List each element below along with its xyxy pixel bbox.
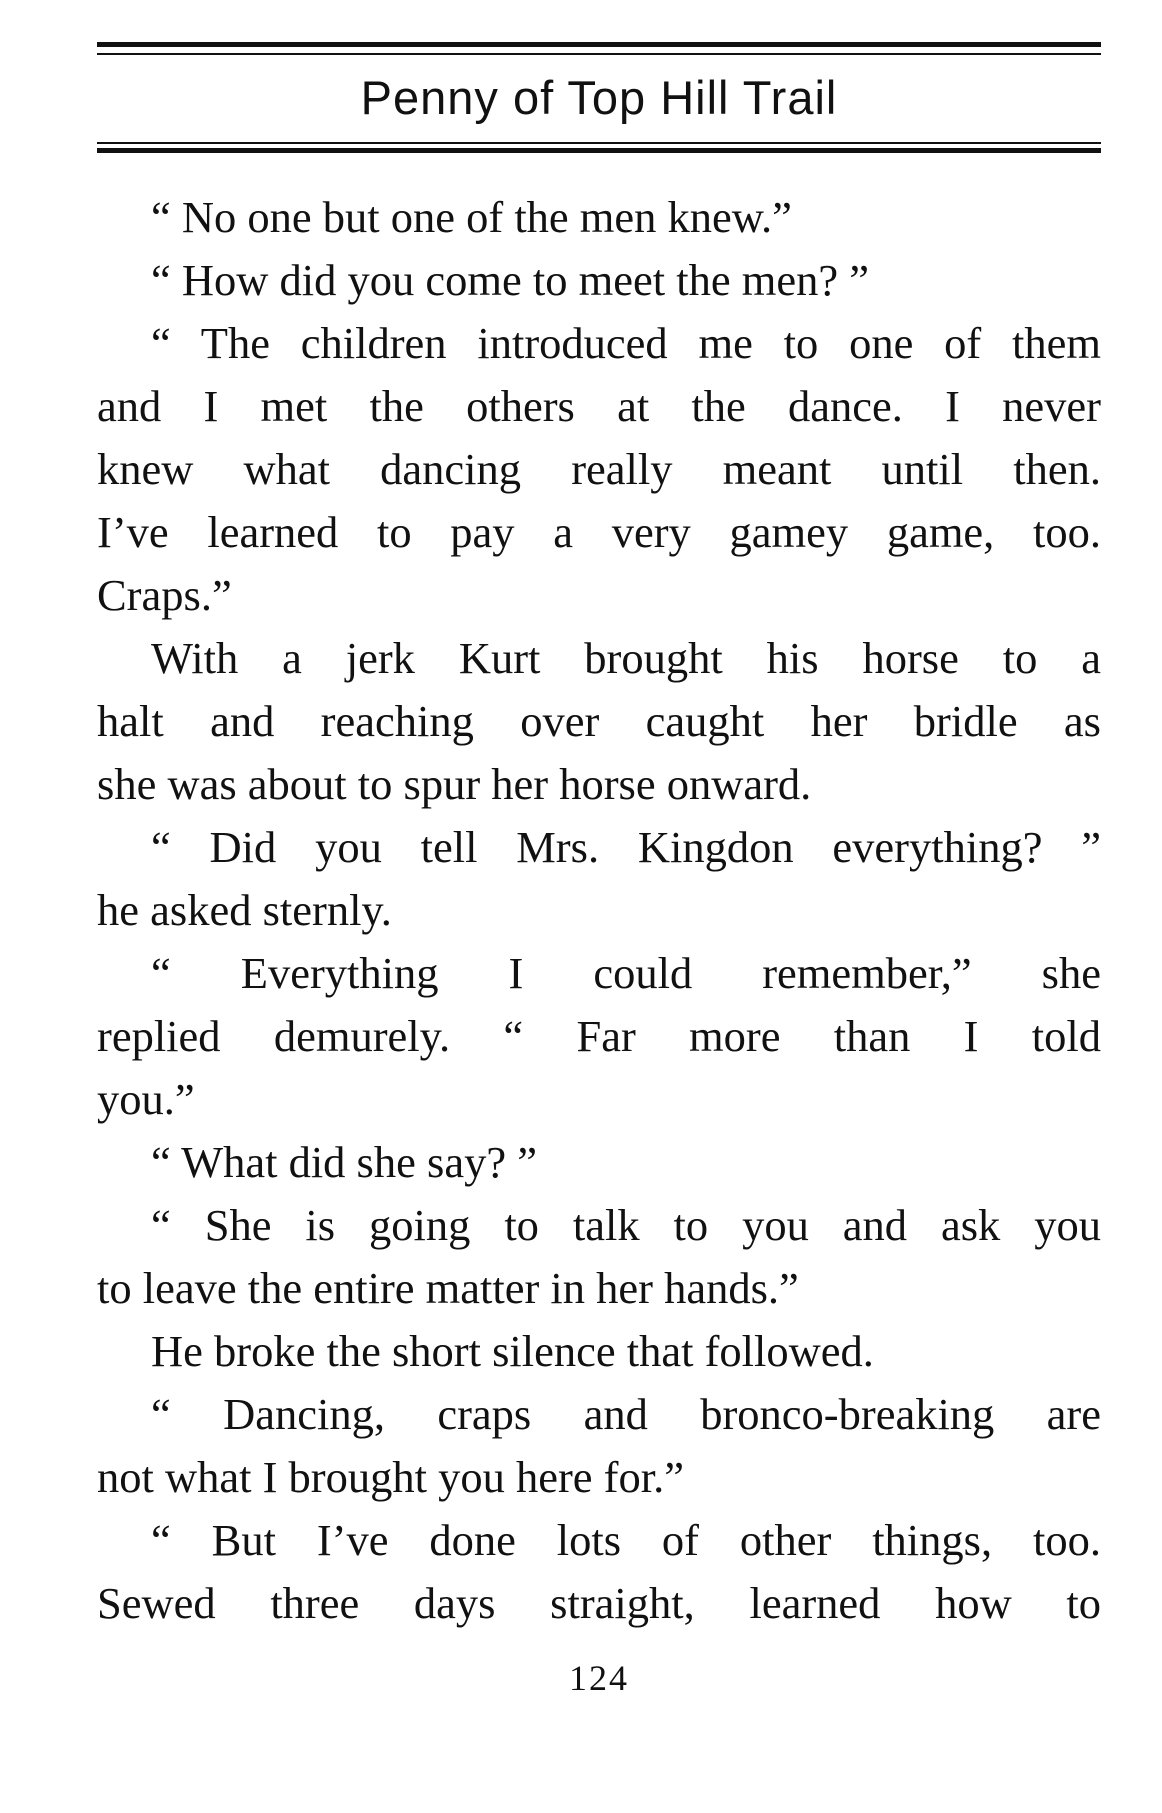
text-line: you.” [97,1074,195,1124]
text-line: “ What did she say? ” [151,1137,537,1187]
text-line: and I met the others at the dance. I never [97,381,1101,431]
text-line: “ No one but one of the men knew.” [151,192,792,242]
header-rule-bottom-thick [97,148,1101,153]
header-rule-top-thin [97,53,1101,55]
text-line: “ Everything I could remember,” she [151,948,1101,998]
text-line: I’ve learned to pay a very gamey game, too. [97,507,1101,557]
text-line: knew what dancing really meant until then. [97,444,1101,494]
text-line: halt and reaching over caught her bridle as [97,696,1101,746]
body-text [97,186,1101,1635]
text-line: “ The children introduced me to one of them [151,318,1101,368]
text-line: she was about to spur her horse onward. [97,759,812,809]
text-line: “ She is going to talk to you and ask you [151,1200,1101,1250]
text-line: Craps.” [97,570,232,620]
text-line: With a jerk Kurt brought his horse to a [151,633,1101,683]
text-line: not what I brought you here for.” [97,1452,684,1502]
header-rule-top-thick [97,42,1101,47]
header-rule-bottom-thin [97,142,1101,144]
text-line: “ Did you tell Mrs. Kingdon everything? ” [151,822,1101,872]
text-line: replied demurely. “ Far more than I told [97,1011,1101,1061]
text-line: He broke the short silence that followed. [151,1326,874,1376]
page-number: 124 [569,1658,629,1698]
text-line: “ How did you come to meet the men? ” [151,255,869,305]
text-line: to leave the entire matter in her hands.” [97,1263,799,1313]
running-head-title: Penny of Top Hill Trail [360,71,838,124]
text-line: he asked sternly. [97,885,392,935]
text-line: Sewed three days straight, learned how to [97,1578,1101,1628]
text-line: “ But I’ve done lots of other things, too. [151,1515,1101,1565]
text-line: “ Dancing, craps and bronco-breaking are [151,1389,1101,1439]
